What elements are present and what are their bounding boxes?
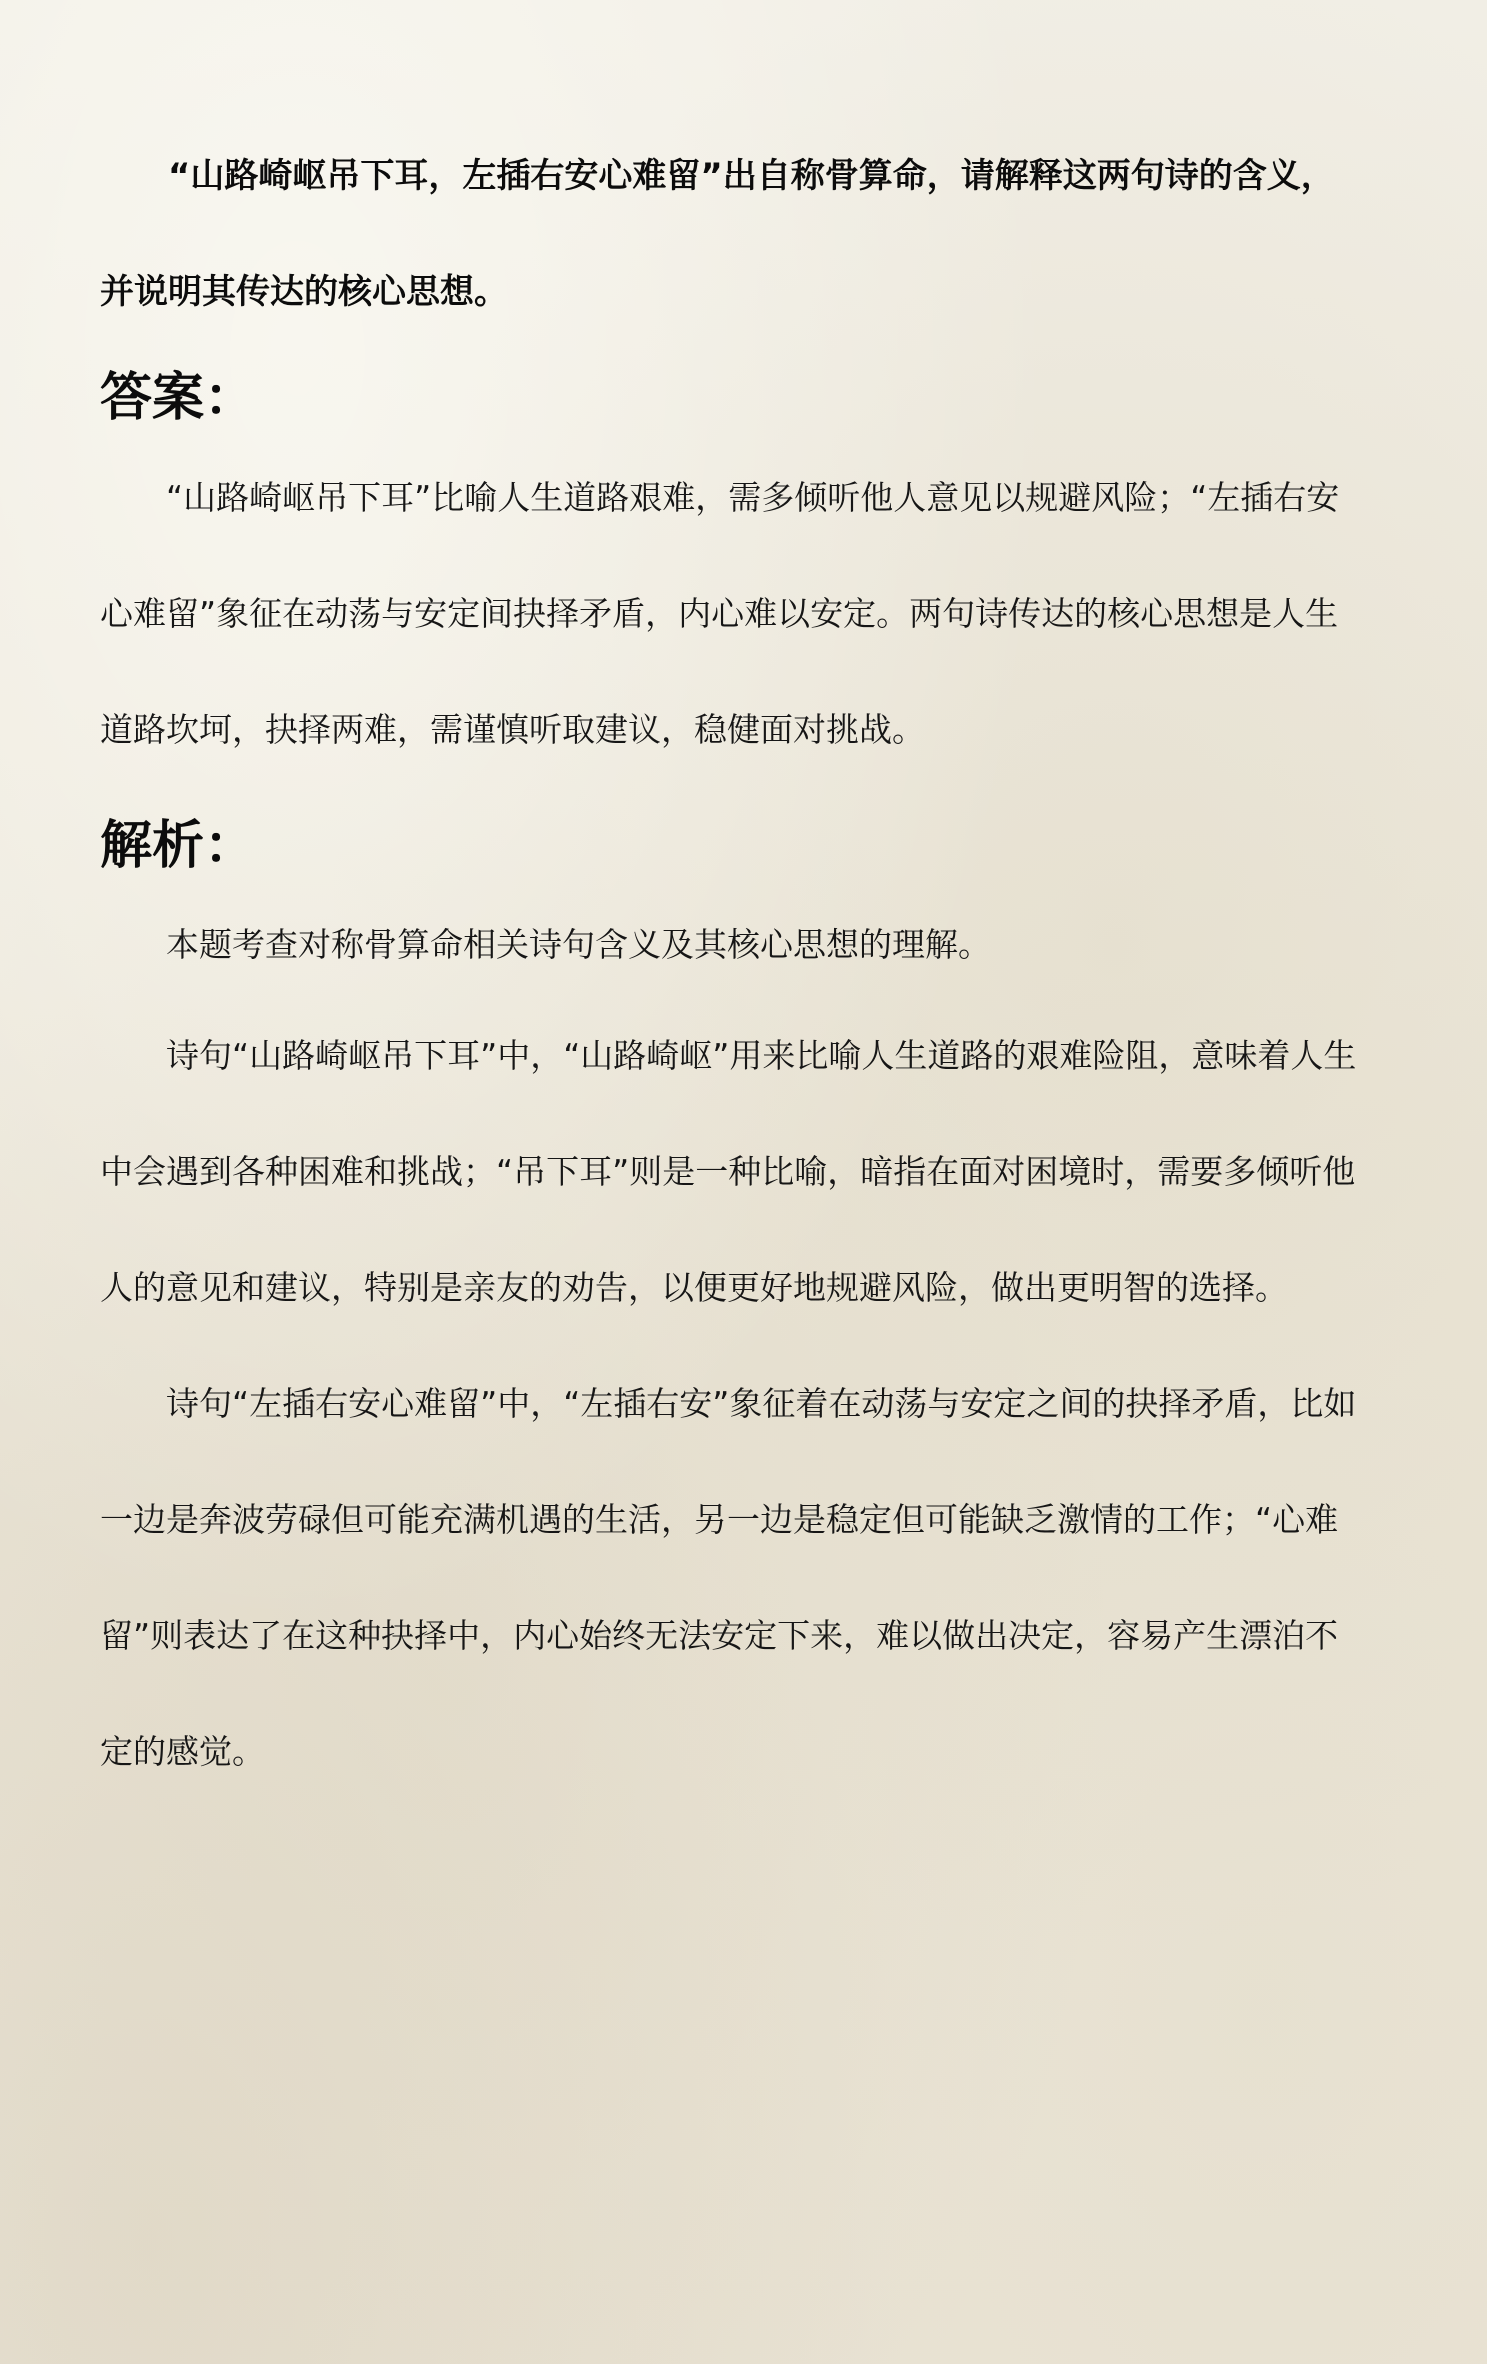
document-content (100, 128, 1364, 1810)
answer-heading: 答案： (100, 368, 257, 428)
analysis-heading: 解析： (100, 816, 257, 876)
question-text: “山路崎岖吊下耳，左插右安心难留”出自称骨算命，请解释这两句诗的含义，并说明其传达的核心思想。 (100, 156, 1335, 312)
analysis-paragraph-line2: 诗句“左插右安心难留”中，“左插右安”象征着在动荡与安定之间的抉择矛盾，比如一边是奔波劳碌但可能充满机遇的生活，另一边是稳定但可能缺乏激情的工作；“心难留”则表达了在这种抉择中，内心始终无法安定下来，难以做出决定，容易产生漂泊不定的感觉。 (100, 1384, 1357, 1771)
answer-text: “山路崎岖吊下耳”比喻人生道路艰难，需多倾听他人意见以规避风险；“左插右安心难留”象征在动荡与安定间抉择矛盾，内心难以安定。两句诗传达的核心思想是人生道路坎坷，抉择两难，需谨慎听取建议，稳健面对挑战。 (100, 478, 1340, 749)
analysis-paragraph-intro: 本题考查对称骨算命相关诗句含义及其核心思想的理解。 (166, 925, 991, 964)
analysis-paragraph-line1: 诗句“山路崎岖吊下耳”中，“山路崎岖”用来比喻人生道路的艰难险阻，意味着人生中会遇到各种困难和挑战；“吊下耳”则是一种比喻，暗指在面对困境时，需要多倾听他人的意见和建议，特别是亲友的劝告，以便更好地规避风险，做出更明智的选择。 (100, 1036, 1357, 1307)
